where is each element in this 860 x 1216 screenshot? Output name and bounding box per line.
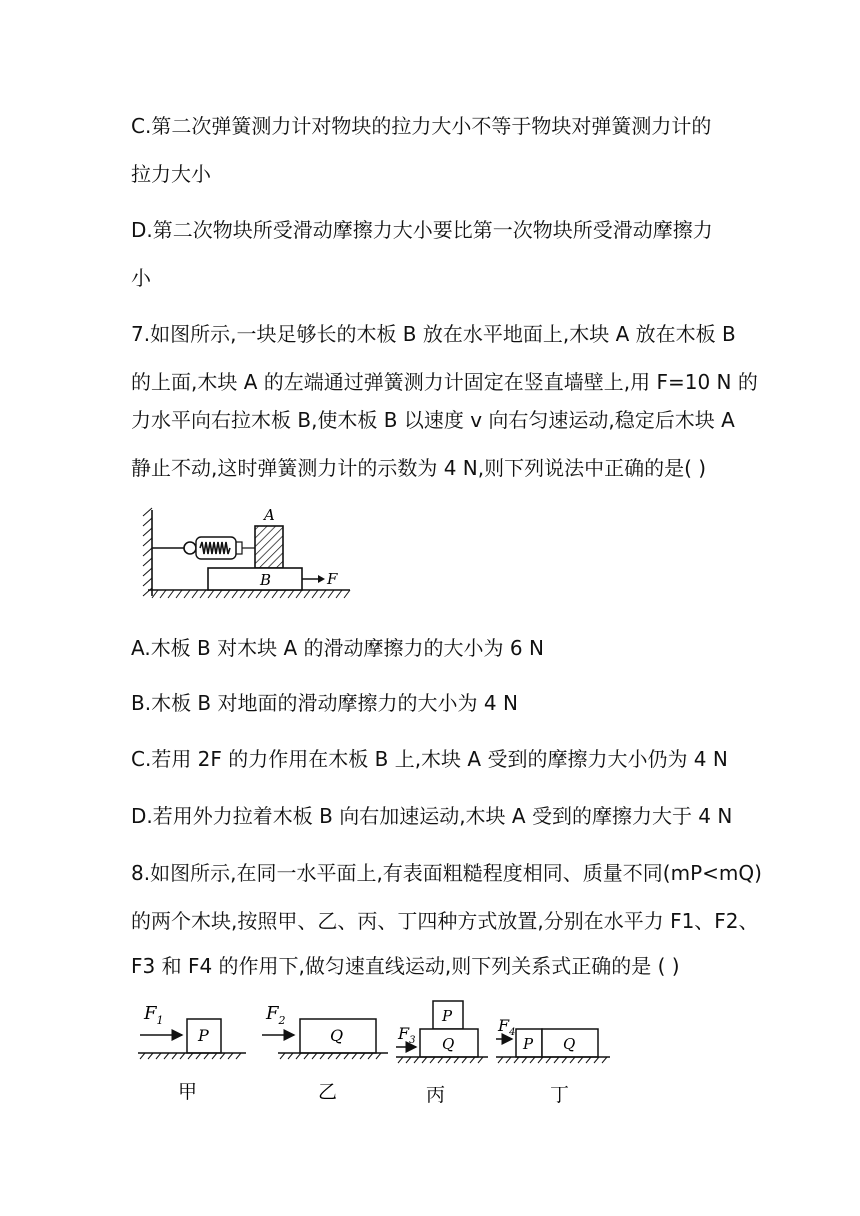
option-c-q6-line2: 拉力大小 (131, 162, 211, 186)
block-q-right-label: Q (563, 1035, 576, 1053)
force-f1-label: $F_1$ (144, 1003, 164, 1027)
question-8-line2: 的两个木块,按照甲、乙、丙、丁四种方式放置,分别在水平力 F1、F2、 (131, 909, 759, 933)
option-b-q7: B.木板 B 对地面的滑动摩擦力的大小为 4 N (131, 691, 518, 715)
option-d-q6-line2: 小 (131, 266, 151, 290)
caption-jia: 甲 (178, 1081, 198, 1103)
caption-ding: 丁 (550, 1084, 570, 1106)
figure-8-diagram (130, 995, 620, 1110)
question-7-line1: 7.如图所示,一块足够长的木板 B 放在水平地面上,木块 A 放在木板 B (131, 322, 736, 346)
spring-meter (152, 537, 255, 559)
question-7-line3: 力水平向右拉木板 B,使木板 B 以速度 v 向右匀速运动,稳定后木块 A (131, 408, 735, 432)
force-arrow (302, 575, 325, 583)
block-a-label: A (264, 506, 275, 524)
block-p-label: P (198, 1026, 209, 1045)
option-d-q6-line1: D.第二次物块所受滑动摩擦力大小要比第一次物块所受滑动摩擦力 (131, 218, 713, 242)
block-p-left-label: P (523, 1035, 534, 1053)
option-d-q7: D.若用外力拉着木板 B 向右加速运动,木块 A 受到的摩擦力大于 4 N (131, 804, 733, 828)
question-8-line3: F3 和 F4 的作用下,做匀速直线运动,则下列关系式正确的是 ( ) (131, 954, 680, 978)
question-7-line4: 静止不动,这时弹簧测力计的示数为 4 N,则下列说法中正确的是( ) (131, 456, 707, 480)
setup-ding (496, 1016, 610, 1106)
setup-bing (396, 1001, 488, 1106)
question-8-line1: 8.如图所示,在同一水平面上,有表面粗糙程度相同、质量不同(mP<mQ) (131, 861, 762, 885)
block-p-top-label: P (442, 1007, 453, 1025)
option-a-q7: A.木板 B 对木块 A 的滑动摩擦力的大小为 6 N (131, 636, 544, 660)
wall (143, 508, 152, 596)
board-b (208, 568, 302, 590)
option-c-q7: C.若用 2F 的力作用在木板 B 上,木块 A 受到的摩擦力大小仍为 4 N (131, 747, 728, 771)
question-7-line2: 的上面,木块 A 的左端通过弹簧测力计固定在竖直墙壁上,用 F=10 N 的 (131, 370, 758, 394)
board-b-label: B (260, 571, 272, 589)
block-q-bottom-label: Q (442, 1035, 455, 1053)
force-f4-label: $F_4$ (498, 1016, 516, 1038)
setup-yi (262, 1003, 388, 1103)
ground (148, 590, 350, 598)
caption-bing: 丙 (426, 1084, 446, 1106)
figure-7-diagram (140, 500, 360, 604)
block-q-label: Q (330, 1026, 344, 1045)
force-f3-label: $F_3$ (398, 1024, 416, 1046)
option-c-q6-line1: C.第二次弹簧测力计对物块的拉力大小不等于物块对弹簧测力计的 (131, 114, 712, 138)
force-label: F (327, 570, 338, 588)
setup-jia (138, 1003, 246, 1103)
block-a (255, 526, 283, 568)
force-f2-label: $F_2$ (266, 1003, 286, 1027)
caption-yi: 乙 (318, 1081, 338, 1103)
